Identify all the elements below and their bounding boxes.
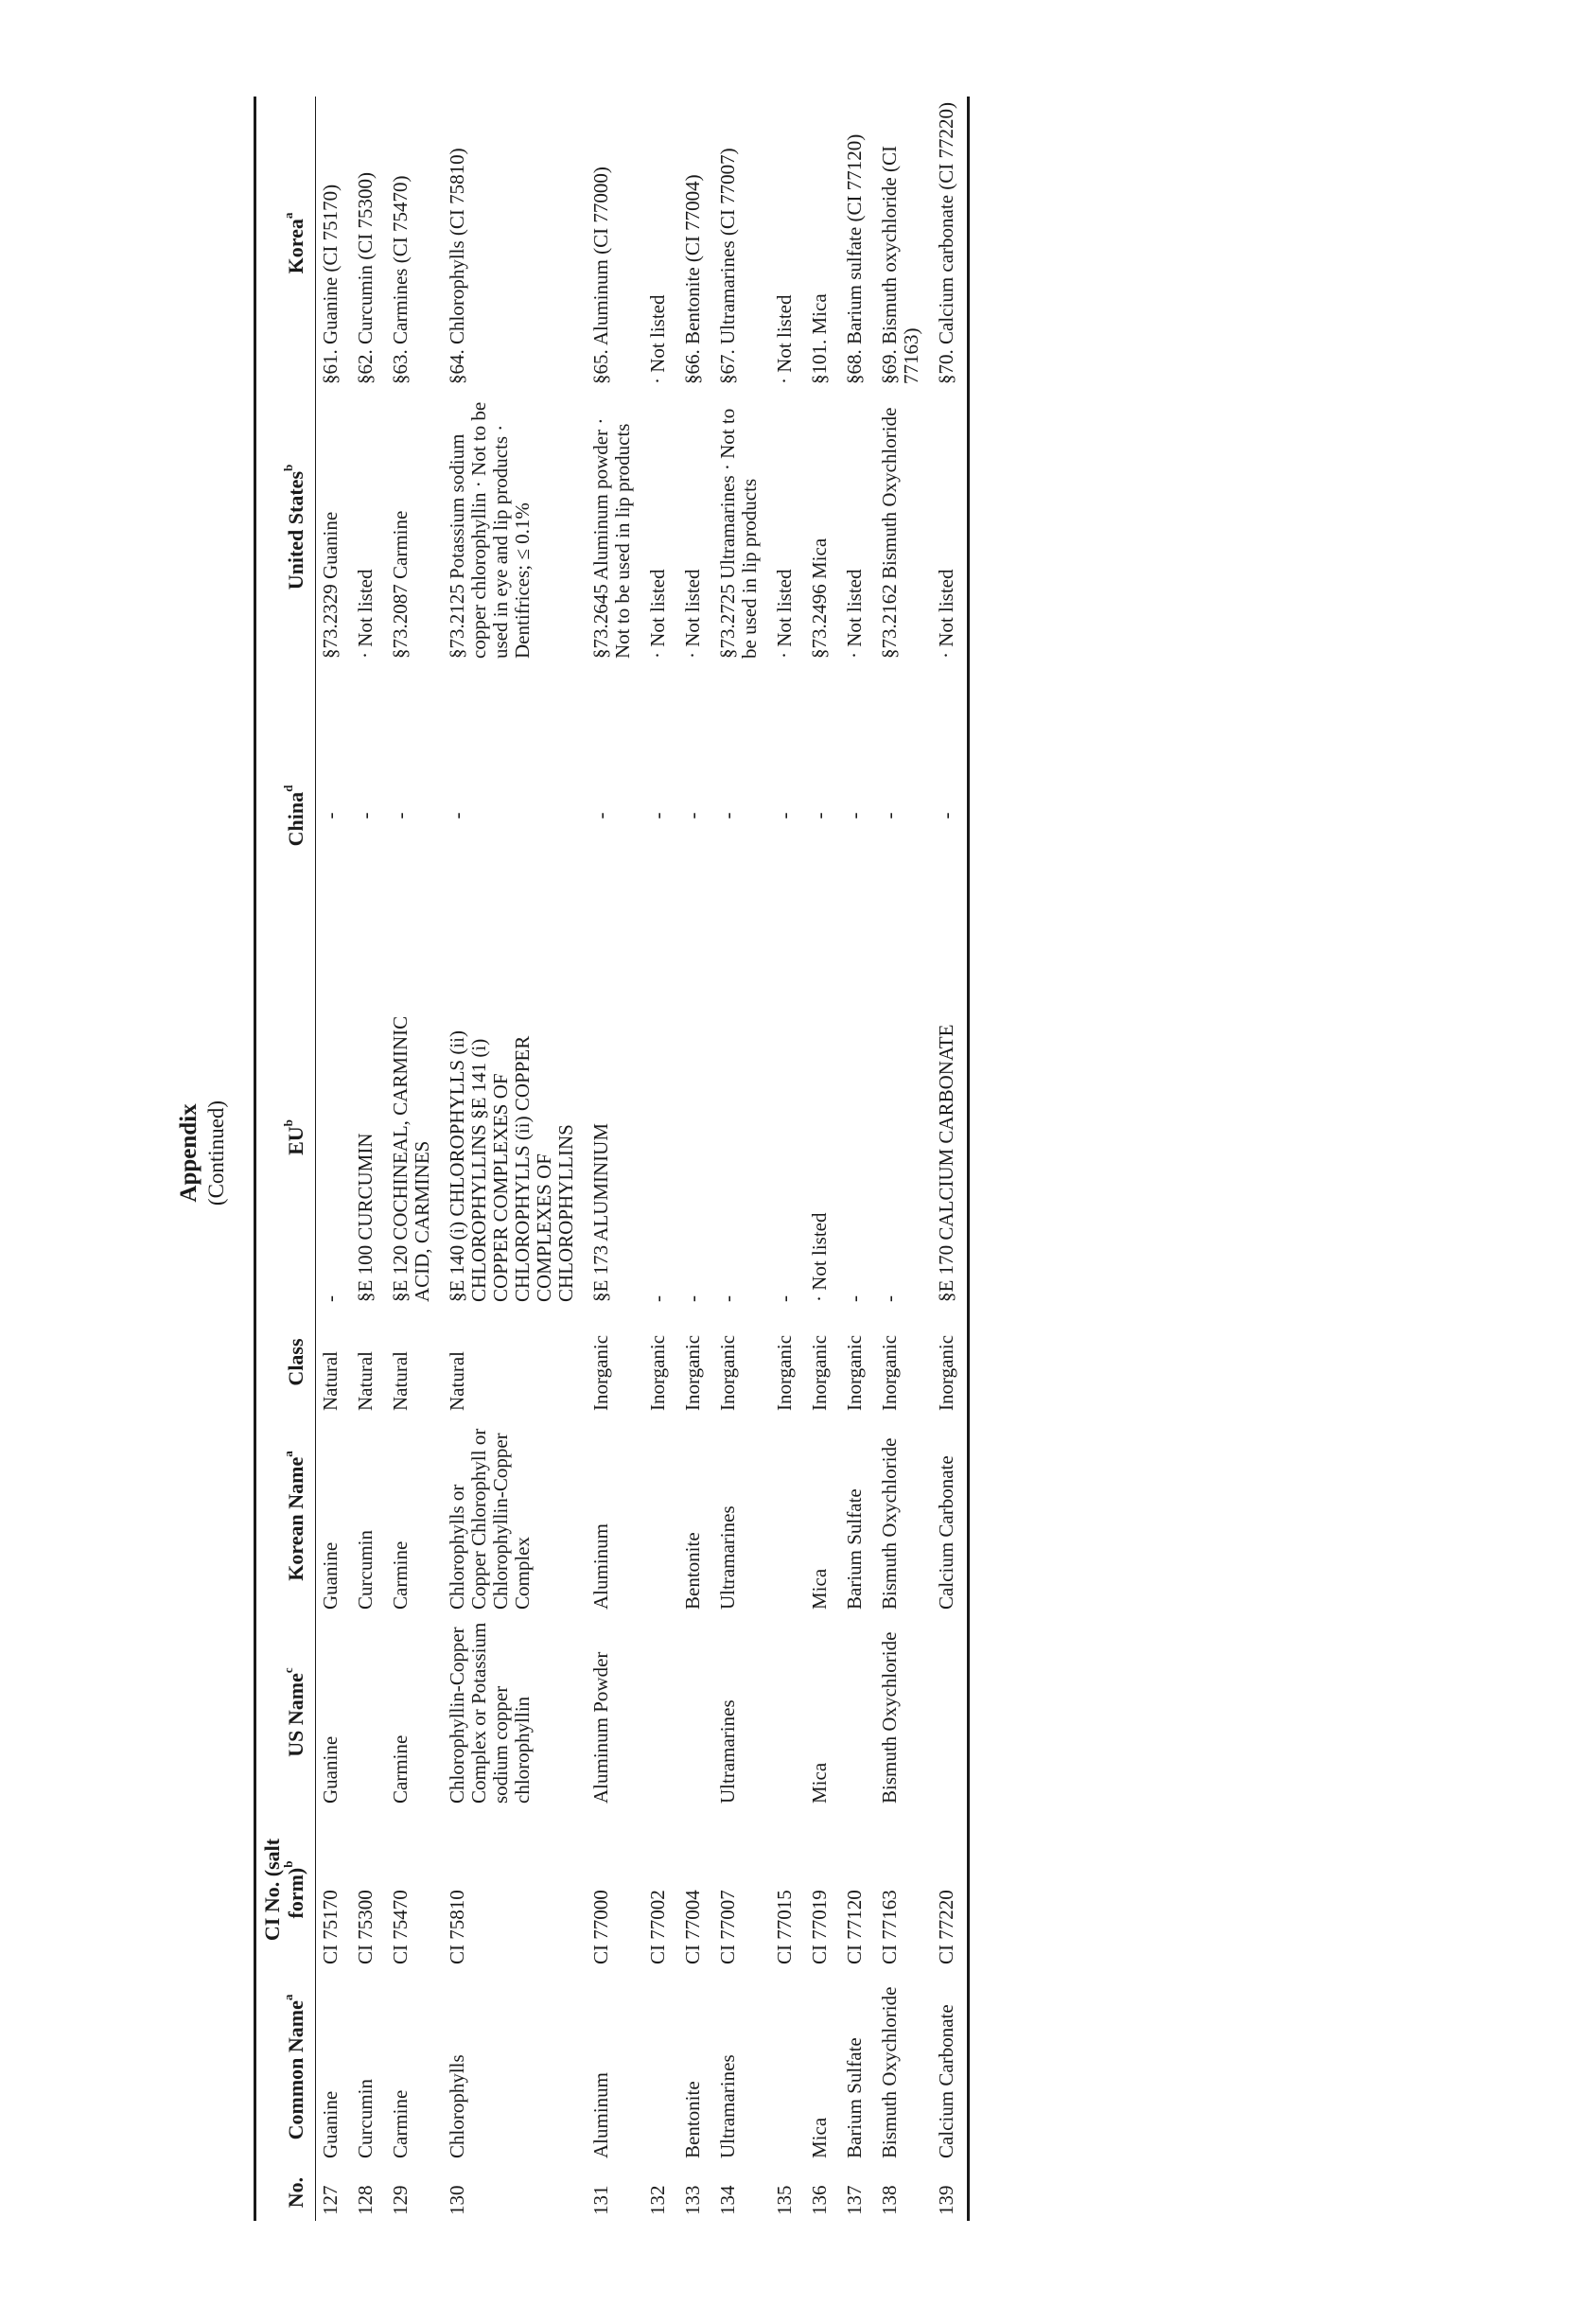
eu-cell: §E 140 (i) CHLOROPHYLLS (ii) CHLOROPHYLLINS §E 141 (i) COPPER COMPLEXES OF CHLOROPHYLLS (ii) COPPER COMPLEXES OF CHLOROPHYLLINS xyxy=(446,1030,577,1302)
united-states-cell: §73.2645 Aluminum powder · Not to be used in lip products xyxy=(589,417,634,659)
eu-cell: - xyxy=(773,1295,796,1302)
eu-cell: - xyxy=(878,1295,901,1302)
column-header xyxy=(255,1970,316,2164)
class-cell: Inorganic xyxy=(773,1334,796,1411)
footnote-marker: d xyxy=(280,784,295,792)
column-header-label: United States xyxy=(284,470,307,590)
us-name-cell xyxy=(932,1615,969,1809)
united-states-cell: §73.2496 Mica xyxy=(808,537,831,659)
class-cell: Inorganic xyxy=(589,1334,612,1411)
row-number: 136 xyxy=(808,2185,831,2215)
class-cell: Natural xyxy=(389,1351,412,1411)
china-cell: - xyxy=(773,812,796,819)
united-states-cell: §73.2329 Guanine xyxy=(319,511,342,659)
page-title: Appendix xyxy=(176,1103,202,1203)
korean-name-cell: Carmine xyxy=(389,1540,412,1610)
title-block xyxy=(175,0,230,2306)
korean-name-cell xyxy=(643,1417,678,1615)
china-cell: - xyxy=(646,812,669,819)
column-header-label: Class xyxy=(284,1338,307,1386)
class-cell: Inorganic xyxy=(646,1334,669,1411)
us-name-cell xyxy=(643,1615,678,1809)
eu-cell: - xyxy=(716,1295,739,1302)
row-number: 134 xyxy=(716,2185,739,2215)
ci-number-cell: CI 75300 xyxy=(354,1890,377,1964)
row-number: 132 xyxy=(646,2185,669,2215)
united-states-cell: · Not listed xyxy=(843,569,866,659)
table-row xyxy=(678,97,713,2221)
table-row xyxy=(713,97,770,2221)
table-row xyxy=(316,97,352,2221)
korean-name-cell xyxy=(770,1417,805,1615)
ci-number-cell: CI 75810 xyxy=(446,1890,468,1964)
column-header-label: Korean Name xyxy=(284,1456,307,1581)
column-header xyxy=(255,967,316,1308)
ci-number-cell: CI 77004 xyxy=(681,1890,704,1964)
united-states-cell: §73.2162 Bismuth Oxychloride xyxy=(878,407,901,659)
eu-cell: §E 170 CALCIUM CARBONATE xyxy=(932,967,969,1308)
column-header-label: China xyxy=(284,791,307,847)
common-name-cell: Aluminum xyxy=(589,2071,612,2158)
korea-cell: · Not listed xyxy=(646,294,669,384)
footnote-marker: b xyxy=(280,464,295,471)
column-header xyxy=(255,2164,316,2221)
us-name-cell: Bismuth Oxychloride xyxy=(878,1631,901,1804)
footnote-marker: c xyxy=(280,1667,295,1674)
china-cell: - xyxy=(932,664,969,967)
ci-number-cell: CI 75470 xyxy=(389,1890,412,1964)
table-row xyxy=(443,97,587,2221)
us-name-cell: Mica xyxy=(808,1762,831,1804)
korea-cell: §101. Mica xyxy=(808,293,831,384)
class-cell: Inorganic xyxy=(932,1308,969,1417)
common-name-cell xyxy=(643,1970,678,2164)
table-row xyxy=(643,97,678,2221)
united-states-cell: §73.2087 Carmine xyxy=(389,510,412,659)
row-number: 129 xyxy=(389,2185,412,2215)
ci-number-cell: CI 77007 xyxy=(716,1890,739,1964)
us-name-cell: Carmine xyxy=(389,1734,412,1804)
korean-name-cell: Calcium Carbonate xyxy=(932,1417,969,1615)
korea-cell: · Not listed xyxy=(773,294,796,384)
column-header-label: Common Name xyxy=(284,2000,307,2140)
china-cell: - xyxy=(878,812,901,819)
korean-name-cell: Mica xyxy=(808,1568,831,1610)
column-header-label: EU xyxy=(284,1126,307,1155)
united-states-cell: · Not listed xyxy=(932,390,969,664)
ci-number-cell: CI 77220 xyxy=(932,1809,969,1970)
table-body xyxy=(316,97,969,2221)
united-states-cell: · Not listed xyxy=(354,569,377,659)
row-number: 127 xyxy=(319,2185,342,2215)
class-cell: Inorganic xyxy=(843,1334,866,1411)
column-header xyxy=(255,1308,316,1417)
korea-cell: §63. Carmines (CI 75470) xyxy=(389,175,412,384)
class-cell: Inorganic xyxy=(878,1334,901,1411)
class-cell: Natural xyxy=(319,1351,342,1411)
common-name-cell: Mica xyxy=(808,2117,831,2158)
table-row xyxy=(587,97,643,2221)
class-cell: Natural xyxy=(446,1351,468,1411)
korea-cell: §61. Guanine (CI 75170) xyxy=(319,184,342,384)
column-header xyxy=(255,390,316,664)
us-name-cell: Chlorophyllin-Copper Complex or Potassium sodium copper chlorophyllin xyxy=(446,1622,534,1804)
common-name-cell xyxy=(770,1970,805,2164)
ci-number-cell: CI 77120 xyxy=(843,1890,866,1964)
korean-name-cell: Bentonite xyxy=(681,1532,704,1610)
column-header xyxy=(255,664,316,967)
table-row xyxy=(875,97,932,2221)
eu-cell: §E 120 COCHINEAL, CARMINIC ACID, CARMINES xyxy=(389,1015,433,1302)
united-states-cell: §73.2125 Potassium sodium copper chlorophyllin · Not to be used in eye and lip products · Dentifrices; ≤ 0.1% xyxy=(446,401,534,659)
china-cell: - xyxy=(843,812,866,819)
eu-cell: §E 100 CURCUMIN xyxy=(354,1133,377,1302)
class-cell: Inorganic xyxy=(808,1334,831,1411)
united-states-cell: · Not listed xyxy=(681,569,704,659)
footnote-marker: b xyxy=(280,1119,295,1127)
footnote-marker: b xyxy=(280,1860,295,1868)
class-cell: Natural xyxy=(354,1351,377,1411)
column-header xyxy=(255,97,316,390)
korean-name-cell: Aluminum xyxy=(589,1523,612,1610)
table-row xyxy=(770,97,805,2221)
korea-cell: §69. Bismuth oxychloride (CI 77163) xyxy=(878,146,922,384)
common-name-cell: Barium Sulfate xyxy=(843,2037,866,2158)
page-subtitle: (Continued) xyxy=(204,1100,228,1206)
us-name-cell xyxy=(678,1615,713,1809)
china-cell: - xyxy=(319,812,342,819)
common-name-cell: Bentonite xyxy=(681,2081,704,2158)
us-name-cell xyxy=(840,1615,875,1809)
row-number: 131 xyxy=(589,2185,612,2215)
eu-cell: - xyxy=(319,1295,342,1302)
ci-number-cell: CI 77000 xyxy=(589,1890,612,1964)
china-cell: - xyxy=(716,812,739,819)
row-number: 137 xyxy=(843,2185,866,2215)
korea-cell: §62. Curcumin (CI 75300) xyxy=(354,172,377,384)
korea-cell: §68. Barium sulfate (CI 77120) xyxy=(843,133,866,384)
table-row xyxy=(351,97,386,2221)
row-number: 133 xyxy=(681,2185,704,2215)
ci-number-cell: CI 77002 xyxy=(646,1890,669,1964)
eu-cell: - xyxy=(646,1295,669,1302)
common-name-cell: Guanine xyxy=(319,2090,342,2158)
common-name-cell: Curcumin xyxy=(354,2079,377,2158)
ci-number-cell: CI 75170 xyxy=(319,1890,342,1964)
common-name-cell: Bismuth Oxychloride xyxy=(878,1986,901,2158)
china-cell: - xyxy=(589,812,612,819)
korean-name-cell: Curcumin xyxy=(354,1530,377,1610)
row-number: 135 xyxy=(773,2185,796,2215)
united-states-cell: · Not listed xyxy=(646,569,669,659)
united-states-cell: · Not listed xyxy=(773,569,796,659)
column-header xyxy=(255,1615,316,1809)
eu-cell: §E 173 ALUMINIUM xyxy=(589,1123,612,1302)
table-row xyxy=(840,97,875,2221)
footnote-marker: a xyxy=(280,1994,295,2001)
footnote-marker: a xyxy=(280,212,295,220)
korean-name-cell: Ultramarines xyxy=(716,1505,739,1610)
table-row xyxy=(386,97,443,2221)
korea-cell: §65. Aluminum (CI 77000) xyxy=(589,167,612,384)
column-header-label: US Name xyxy=(284,1673,307,1757)
eu-cell: · Not listed xyxy=(808,1212,831,1302)
korean-name-cell: Chlorophylls or Copper Chlorophyll or Chlorophyllin-Copper Complex xyxy=(446,1428,534,1610)
china-cell: - xyxy=(681,812,704,819)
china-cell: - xyxy=(446,812,468,819)
eu-cell: - xyxy=(681,1295,704,1302)
ci-number-cell: CI 77019 xyxy=(808,1890,831,1964)
korea-cell: §64. Chlorophylls (CI 75810) xyxy=(446,148,468,384)
column-header-label: CI No. (salt form) xyxy=(260,1838,307,1942)
table-header-row xyxy=(255,97,316,2221)
eu-cell: - xyxy=(843,1295,866,1302)
korean-name-cell: Barium Sulfate xyxy=(843,1488,866,1610)
china-cell: - xyxy=(389,812,412,819)
column-header-label: No. xyxy=(284,2176,307,2209)
common-name-cell: Calcium Carbonate xyxy=(932,1970,969,2164)
table-row xyxy=(932,97,969,2221)
common-name-cell: Ultramarines xyxy=(716,2054,739,2158)
us-name-cell xyxy=(351,1615,386,1809)
class-cell: Inorganic xyxy=(681,1334,704,1411)
united-states-cell: §73.2725 Ultramarines · Not to be used in lip products xyxy=(716,408,761,659)
table-row xyxy=(805,97,840,2221)
korean-name-cell: Bismuth Oxychloride xyxy=(878,1437,901,1610)
ci-number-cell: CI 77015 xyxy=(773,1890,796,1964)
column-header xyxy=(255,1417,316,1615)
us-name-cell: Ultramarines xyxy=(716,1699,739,1804)
row-number: 139 xyxy=(932,2164,969,2221)
common-name-cell: Carmine xyxy=(389,2089,412,2158)
korea-cell: §67. Ultramarines (CI 77007) xyxy=(716,148,739,384)
korean-name-cell: Guanine xyxy=(319,1541,342,1610)
korea-cell: §66. Bentonite (CI 77004) xyxy=(681,174,704,384)
column-header-label: Korea xyxy=(284,219,307,274)
us-name-cell xyxy=(770,1615,805,1809)
china-cell: - xyxy=(354,812,377,819)
korea-cell: §70. Calcium carbonate (CI 77220) xyxy=(932,97,969,390)
appendix-table xyxy=(254,97,970,2221)
footnote-marker: a xyxy=(280,1451,295,1457)
common-name-cell: Chlorophylls xyxy=(446,2054,468,2158)
column-header xyxy=(255,1809,316,1970)
us-name-cell: Guanine xyxy=(319,1735,342,1804)
class-cell: Inorganic xyxy=(716,1334,739,1411)
ci-number-cell: CI 77163 xyxy=(878,1890,901,1964)
row-number: 130 xyxy=(446,2185,468,2215)
us-name-cell: Aluminum Powder xyxy=(589,1651,612,1804)
row-number: 128 xyxy=(354,2185,377,2215)
row-number: 138 xyxy=(878,2185,901,2215)
china-cell: - xyxy=(808,812,831,819)
